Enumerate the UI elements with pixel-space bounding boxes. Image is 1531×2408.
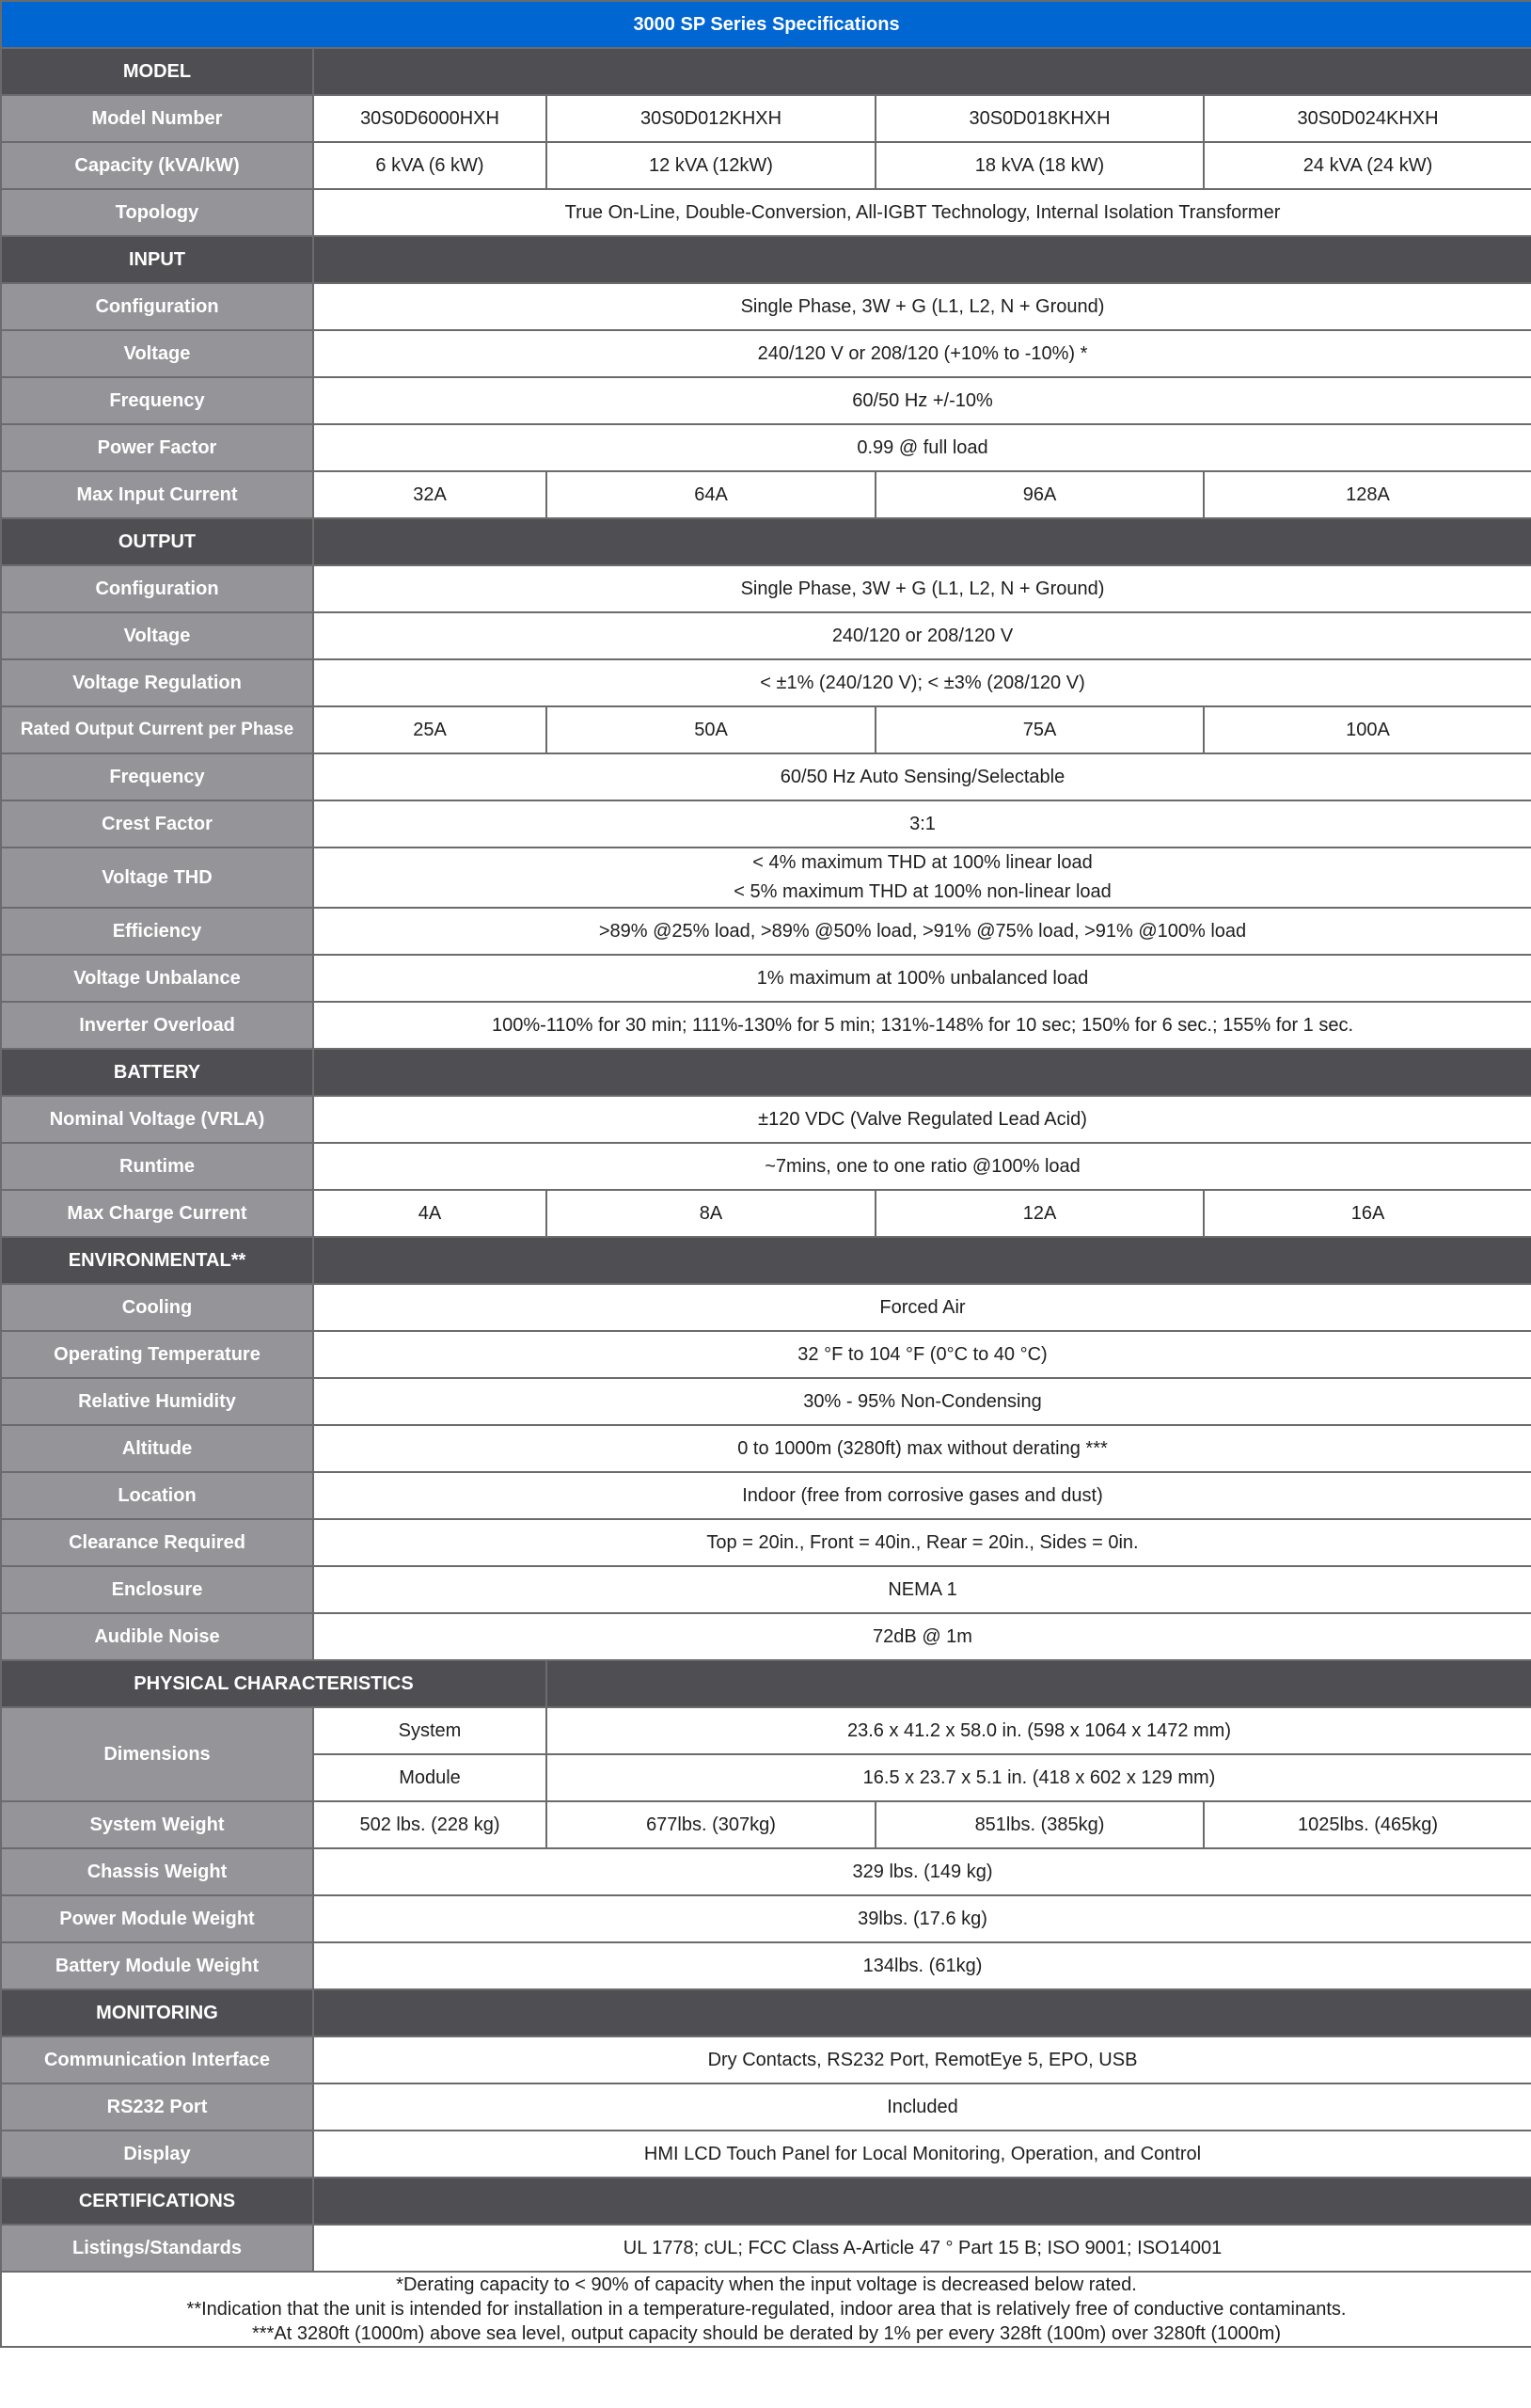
row-label: Max Charge Current [1,1190,313,1237]
row-label: Power Module Weight [1,1895,313,1942]
cell-value: >89% @25% load, >89% @50% load, >91% @75% load, >91% @100% load [313,908,1531,955]
cell-capacity-1: 6 kVA (6 kW) [313,142,546,189]
row-label: RS232 Port [1,2083,313,2131]
cell-topology: True On-Line, Double-Conversion, All-IGBT Technology, Internal Isolation Transformer [313,189,1531,236]
footnote-3: ***At 3280ft (1000m) above sea level, output capacity should be derated by 1% per every 328ft (100m) over 3280ft (1000m) [252,2323,1281,2344]
row-label: Chassis Weight [1,1848,313,1895]
cell-value: HMI LCD Touch Panel for Local Monitoring, Operation, and Control [313,2131,1531,2178]
footnote-2: **Indication that the unit is intended for installation in a temperature-regulated, indoor area that is relatively free of conductive contaminants. [186,2299,1347,2320]
row-output-voltage [1,612,1531,659]
section-header-certifications [1,2178,1531,2225]
section-header-monitoring [1,1989,1531,2036]
row-label: Topology [1,189,313,236]
cell-charge-1: 4A [313,1190,546,1237]
row-audible-noise [1,1613,1531,1660]
cell-value: Dry Contacts, RS232 Port, RemotEye 5, EPO, USB [313,2036,1531,2083]
row-topology [1,189,1531,236]
cell-charge-4: 16A [1204,1190,1531,1237]
row-voltage-unbalance [1,955,1531,1002]
section-title: OUTPUT [1,518,313,565]
cell-value: 100%-110% for 30 min; 111%-130% for 5 min; 131%-148% for 10 sec; 150% for 6 sec.; 155% for 1 sec. [313,1002,1531,1049]
thd-nonlinear: < 5% maximum THD at 100% non-linear load [734,881,1112,902]
row-label: Configuration [1,565,313,612]
table-title: 3000 SP Series Specifications [1,1,1531,48]
row-label: Voltage [1,612,313,659]
cell-value: 39lbs. (17.6 kg) [313,1895,1531,1942]
row-operating-temperature [1,1331,1531,1378]
cell-value: 3:1 [313,800,1531,848]
row-label: Battery Module Weight [1,1942,313,1989]
cell-value: ~7mins, one to one ratio @100% load [313,1143,1531,1190]
row-label: Inverter Overload [1,1002,313,1049]
row-label: Voltage THD [1,848,313,908]
cell-value: Included [313,2083,1531,2131]
cell-value: 240/120 or 208/120 V [313,612,1531,659]
section-title: PHYSICAL CHARACTERISTICS [1,1660,546,1707]
row-label: Altitude [1,1425,313,1472]
cell-capacity-3: 18 kVA (18 kW) [876,142,1204,189]
row-label: Efficiency [1,908,313,955]
cell-weight-1: 502 lbs. (228 kg) [313,1801,546,1848]
cell-value: 60/50 Hz Auto Sensing/Selectable [313,753,1531,800]
row-max-charge-current [1,1190,1531,1237]
row-crest-factor [1,800,1531,848]
row-label: Dimensions [1,1707,313,1801]
cell-value [313,848,1531,908]
row-label: Operating Temperature [1,1331,313,1378]
cell-model-2: 30S0D012KHXH [546,95,876,142]
section-header-model [1,48,1531,95]
row-label: Max Input Current [1,471,313,518]
row-communication-interface [1,2036,1531,2083]
cell-value: Indoor (free from corrosive gases and dust) [313,1472,1531,1519]
cell-capacity-2: 12 kVA (12kW) [546,142,876,189]
footnotes [1,2272,1531,2347]
row-location [1,1472,1531,1519]
dimensions-sublabel-system: System [313,1707,546,1754]
footnotes-row [1,2272,1531,2347]
thd-linear: < 4% maximum THD at 100% linear load [752,852,1093,873]
row-label: Model Number [1,95,313,142]
row-altitude [1,1425,1531,1472]
cell-value: ±120 VDC (Valve Regulated Lead Acid) [313,1096,1531,1143]
row-rated-output-current [1,706,1531,753]
row-label: Nominal Voltage (VRLA) [1,1096,313,1143]
row-output-configuration [1,565,1531,612]
row-relative-humidity [1,1378,1531,1425]
row-clearance [1,1519,1531,1566]
row-capacity [1,142,1531,189]
row-voltage-regulation [1,659,1531,706]
cell-rated-output-2: 50A [546,706,876,753]
cell-rated-output-3: 75A [876,706,1204,753]
row-input-power-factor [1,424,1531,471]
row-input-frequency [1,377,1531,424]
section-title: INPUT [1,236,313,283]
cell-max-input-2: 64A [546,471,876,518]
row-label: Voltage Unbalance [1,955,313,1002]
row-label: Frequency [1,753,313,800]
row-runtime [1,1143,1531,1190]
cell-value: Forced Air [313,1284,1531,1331]
cell-charge-2: 8A [546,1190,876,1237]
section-title: MODEL [1,48,313,95]
cell-value: 329 lbs. (149 kg) [313,1848,1531,1895]
cell-value: 32 °F to 104 °F (0°C to 40 °C) [313,1331,1531,1378]
cell-value: 240/120 V or 208/120 (+10% to -10%) * [313,330,1531,377]
row-max-input-current [1,471,1531,518]
dimensions-sublabel-module: Module [313,1754,546,1801]
cell-value: 23.6 x 41.2 x 58.0 in. (598 x 1064 x 1472 mm) [546,1707,1531,1754]
row-input-configuration [1,283,1531,330]
cell-value: 72dB @ 1m [313,1613,1531,1660]
row-voltage-thd [1,848,1531,908]
row-label: Frequency [1,377,313,424]
cell-value: Single Phase, 3W + G (L1, L2, N + Ground) [313,565,1531,612]
footnote-1: *Derating capacity to < 90% of capacity when the input voltage is decreased below rated. [396,2274,1137,2295]
row-efficiency [1,908,1531,955]
row-dimensions-system [1,1707,1531,1754]
row-label: Relative Humidity [1,1378,313,1425]
cell-capacity-4: 24 kVA (24 kW) [1204,142,1531,189]
row-cooling [1,1284,1531,1331]
row-rs232-port [1,2083,1531,2131]
cell-value: Top = 20in., Front = 40in., Rear = 20in., Sides = 0in. [313,1519,1531,1566]
row-display [1,2131,1531,2178]
row-model-number [1,95,1531,142]
row-nominal-voltage [1,1096,1531,1143]
cell-value: 60/50 Hz +/-10% [313,377,1531,424]
cell-value: 30% - 95% Non-Condensing [313,1378,1531,1425]
cell-max-input-3: 96A [876,471,1204,518]
cell-value: NEMA 1 [313,1566,1531,1613]
row-label: System Weight [1,1801,313,1848]
cell-value: UL 1778; cUL; FCC Class A-Article 47 ° Part 15 B; ISO 9001; ISO14001 [313,2225,1531,2272]
cell-rated-output-1: 25A [313,706,546,753]
row-output-frequency [1,753,1531,800]
row-input-voltage [1,330,1531,377]
cell-max-input-1: 32A [313,471,546,518]
section-title: CERTIFICATIONS [1,2178,313,2225]
section-header-physical [1,1660,1531,1707]
cell-model-3: 30S0D018KHXH [876,95,1204,142]
row-power-module-weight [1,1895,1531,1942]
cell-weight-2: 677lbs. (307kg) [546,1801,876,1848]
row-label: Runtime [1,1143,313,1190]
section-header-environmental [1,1237,1531,1284]
cell-value: 0.99 @ full load [313,424,1531,471]
cell-charge-3: 12A [876,1190,1204,1237]
section-title: BATTERY [1,1049,313,1096]
row-battery-module-weight [1,1942,1531,1989]
row-label: Rated Output Current per Phase [1,706,313,753]
row-enclosure [1,1566,1531,1613]
cell-model-1: 30S0D6000HXH [313,95,546,142]
cell-rated-output-4: 100A [1204,706,1531,753]
row-label: Display [1,2131,313,2178]
section-title: ENVIRONMENTAL** [1,1237,313,1284]
cell-weight-3: 851lbs. (385kg) [876,1801,1204,1848]
cell-max-input-4: 128A [1204,471,1531,518]
cell-value: 134lbs. (61kg) [313,1942,1531,1989]
cell-weight-4: 1025lbs. (465kg) [1204,1801,1531,1848]
title-row [1,1,1531,48]
cell-value: Single Phase, 3W + G (L1, L2, N + Ground) [313,283,1531,330]
cell-model-4: 30S0D024KHXH [1204,95,1531,142]
row-label: Crest Factor [1,800,313,848]
section-header-output [1,518,1531,565]
cell-value: 1% maximum at 100% unbalanced load [313,955,1531,1002]
row-label: Clearance Required [1,1519,313,1566]
row-system-weight [1,1801,1531,1848]
row-label: Capacity (kVA/kW) [1,142,313,189]
row-label: Location [1,1472,313,1519]
row-label: Listings/Standards [1,2225,313,2272]
row-label: Voltage [1,330,313,377]
section-header-input [1,236,1531,283]
row-label: Communication Interface [1,2036,313,2083]
row-label: Power Factor [1,424,313,471]
row-chassis-weight [1,1848,1531,1895]
row-label: Configuration [1,283,313,330]
section-title: MONITORING [1,1989,313,2036]
row-listings [1,2225,1531,2272]
row-label: Cooling [1,1284,313,1331]
section-header-battery [1,1049,1531,1096]
row-label: Voltage Regulation [1,659,313,706]
row-label: Enclosure [1,1566,313,1613]
row-inverter-overload [1,1002,1531,1049]
cell-value: 0 to 1000m (3280ft) max without derating *** [313,1425,1531,1472]
cell-value: < ±1% (240/120 V); < ±3% (208/120 V) [313,659,1531,706]
cell-value: 16.5 x 23.7 x 5.1 in. (418 x 602 x 129 mm) [546,1754,1531,1801]
row-label: Audible Noise [1,1613,313,1660]
